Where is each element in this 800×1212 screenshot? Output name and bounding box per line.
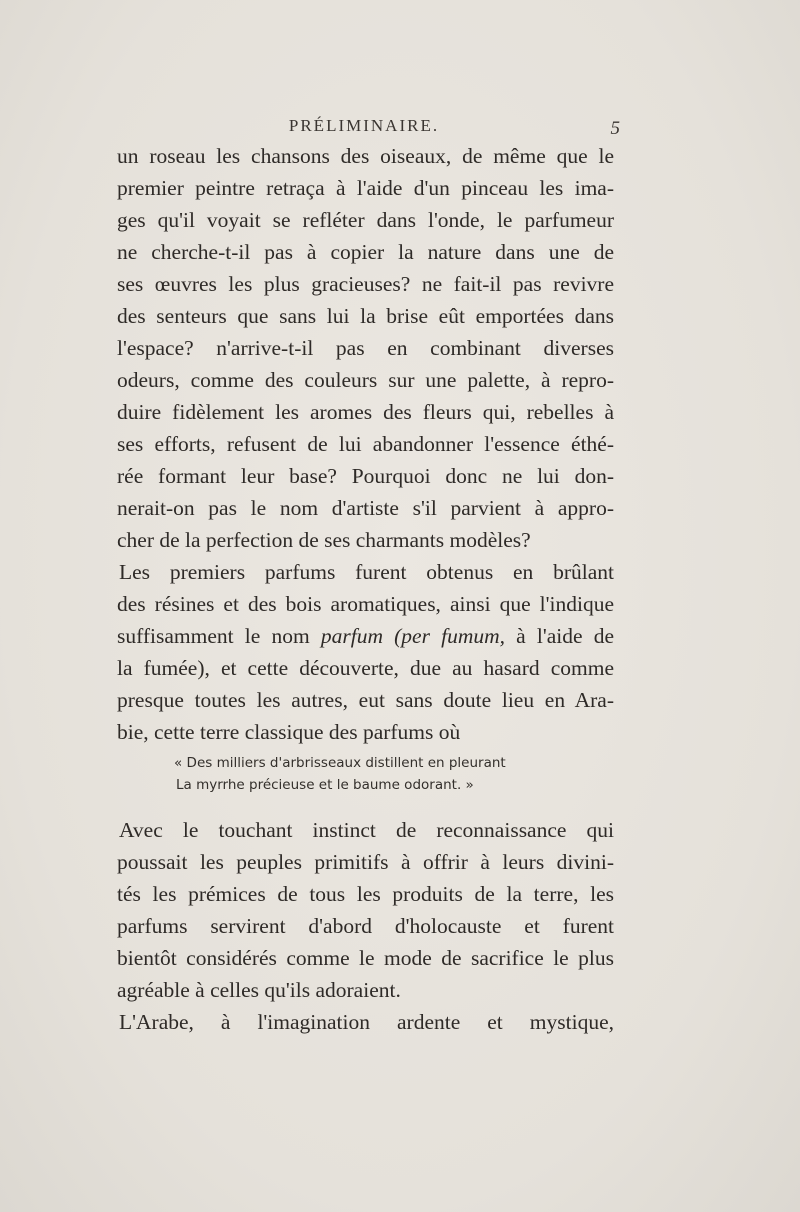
text-line: Avec le touchant instinct de reconnaissance qui xyxy=(119,818,614,842)
text-line: bientôt considérés comme le mode de sacrifice le plus xyxy=(117,946,614,970)
text-line: la fumée), et cette découverte, due au hasard comme xyxy=(117,656,614,680)
text-line: odeurs, comme des couleurs sur une palette, à repro- xyxy=(117,368,614,392)
text-line: ne cherche-t-il pas à copier la nature dans une de xyxy=(117,240,614,264)
verse-line: La myrrhe précieuse et le baume odorant. » xyxy=(176,777,474,793)
text-line: des senteurs que sans lui la brise eût emportées dans xyxy=(117,304,614,328)
text-line: bie, cette terre classique des parfums où xyxy=(117,720,461,744)
text-line: poussait les peuples primitifs à offrir à leurs divini- xyxy=(117,850,614,874)
text-line: parfums servirent d'abord d'holocauste et furent xyxy=(117,914,614,938)
running-head xyxy=(108,116,620,140)
paragraph-1 xyxy=(117,140,614,556)
body-text-lower xyxy=(117,814,614,1038)
body-text-upper xyxy=(117,140,614,748)
text-line: ses efforts, refusent de lui abandonner l'essence éthé- xyxy=(117,432,614,456)
text-line: ses œuvres les plus gracieuses? ne fait-il pas revivre xyxy=(117,272,614,296)
verse-line: « Des milliers d'arbrisseaux distillent en pleurant xyxy=(174,755,506,771)
text-span: à l'aide de xyxy=(505,624,614,648)
text-line: ges qu'il voyait se refléter dans l'onde, le parfumeur xyxy=(117,208,614,232)
text-line-with-italic xyxy=(117,620,614,652)
text-line: tés les prémices de tous les produits de la terre, les xyxy=(117,882,614,906)
text-line: L'Arabe, à l'imagination ardente et mystique, xyxy=(119,1010,614,1034)
text-line: agréable à celles qu'ils adoraient. xyxy=(117,978,401,1002)
text-line: presque toutes les autres, eut sans doute lieu en Ara- xyxy=(117,688,614,712)
text-line: l'espace? n'arrive-t-il pas en combinant diverses xyxy=(117,336,614,360)
paragraph-3 xyxy=(117,814,614,1006)
text-line: rée formant leur base? Pourquoi donc ne lui don- xyxy=(117,464,614,488)
running-title: PRÉLIMINAIRE. xyxy=(288,116,440,135)
page-number: 5 xyxy=(610,118,620,139)
verse-quotation xyxy=(174,752,614,796)
text-line: Les premiers parfums furent obtenus en brûlant xyxy=(119,560,614,584)
text-line: nerait-on pas le nom d'artiste s'il parvient à appro- xyxy=(117,496,614,520)
text-line: premier peintre retraça à l'aide d'un pinceau les ima- xyxy=(117,176,614,200)
paragraph-2 xyxy=(117,556,614,748)
text-span: suffisamment le nom xyxy=(117,624,321,648)
text-line: un roseau les chansons des oiseaux, de même que le xyxy=(117,144,614,168)
text-line: des résines et des bois aromatiques, ainsi que l'indique xyxy=(117,592,614,616)
text-line: cher de la perfection de ses charmants modèles? xyxy=(117,528,531,552)
italic-term: parfum (per fumum, xyxy=(320,624,506,648)
text-line: duire fidèlement les aromes des fleurs qui, rebelles à xyxy=(117,400,614,424)
paragraph-4 xyxy=(117,1006,614,1038)
